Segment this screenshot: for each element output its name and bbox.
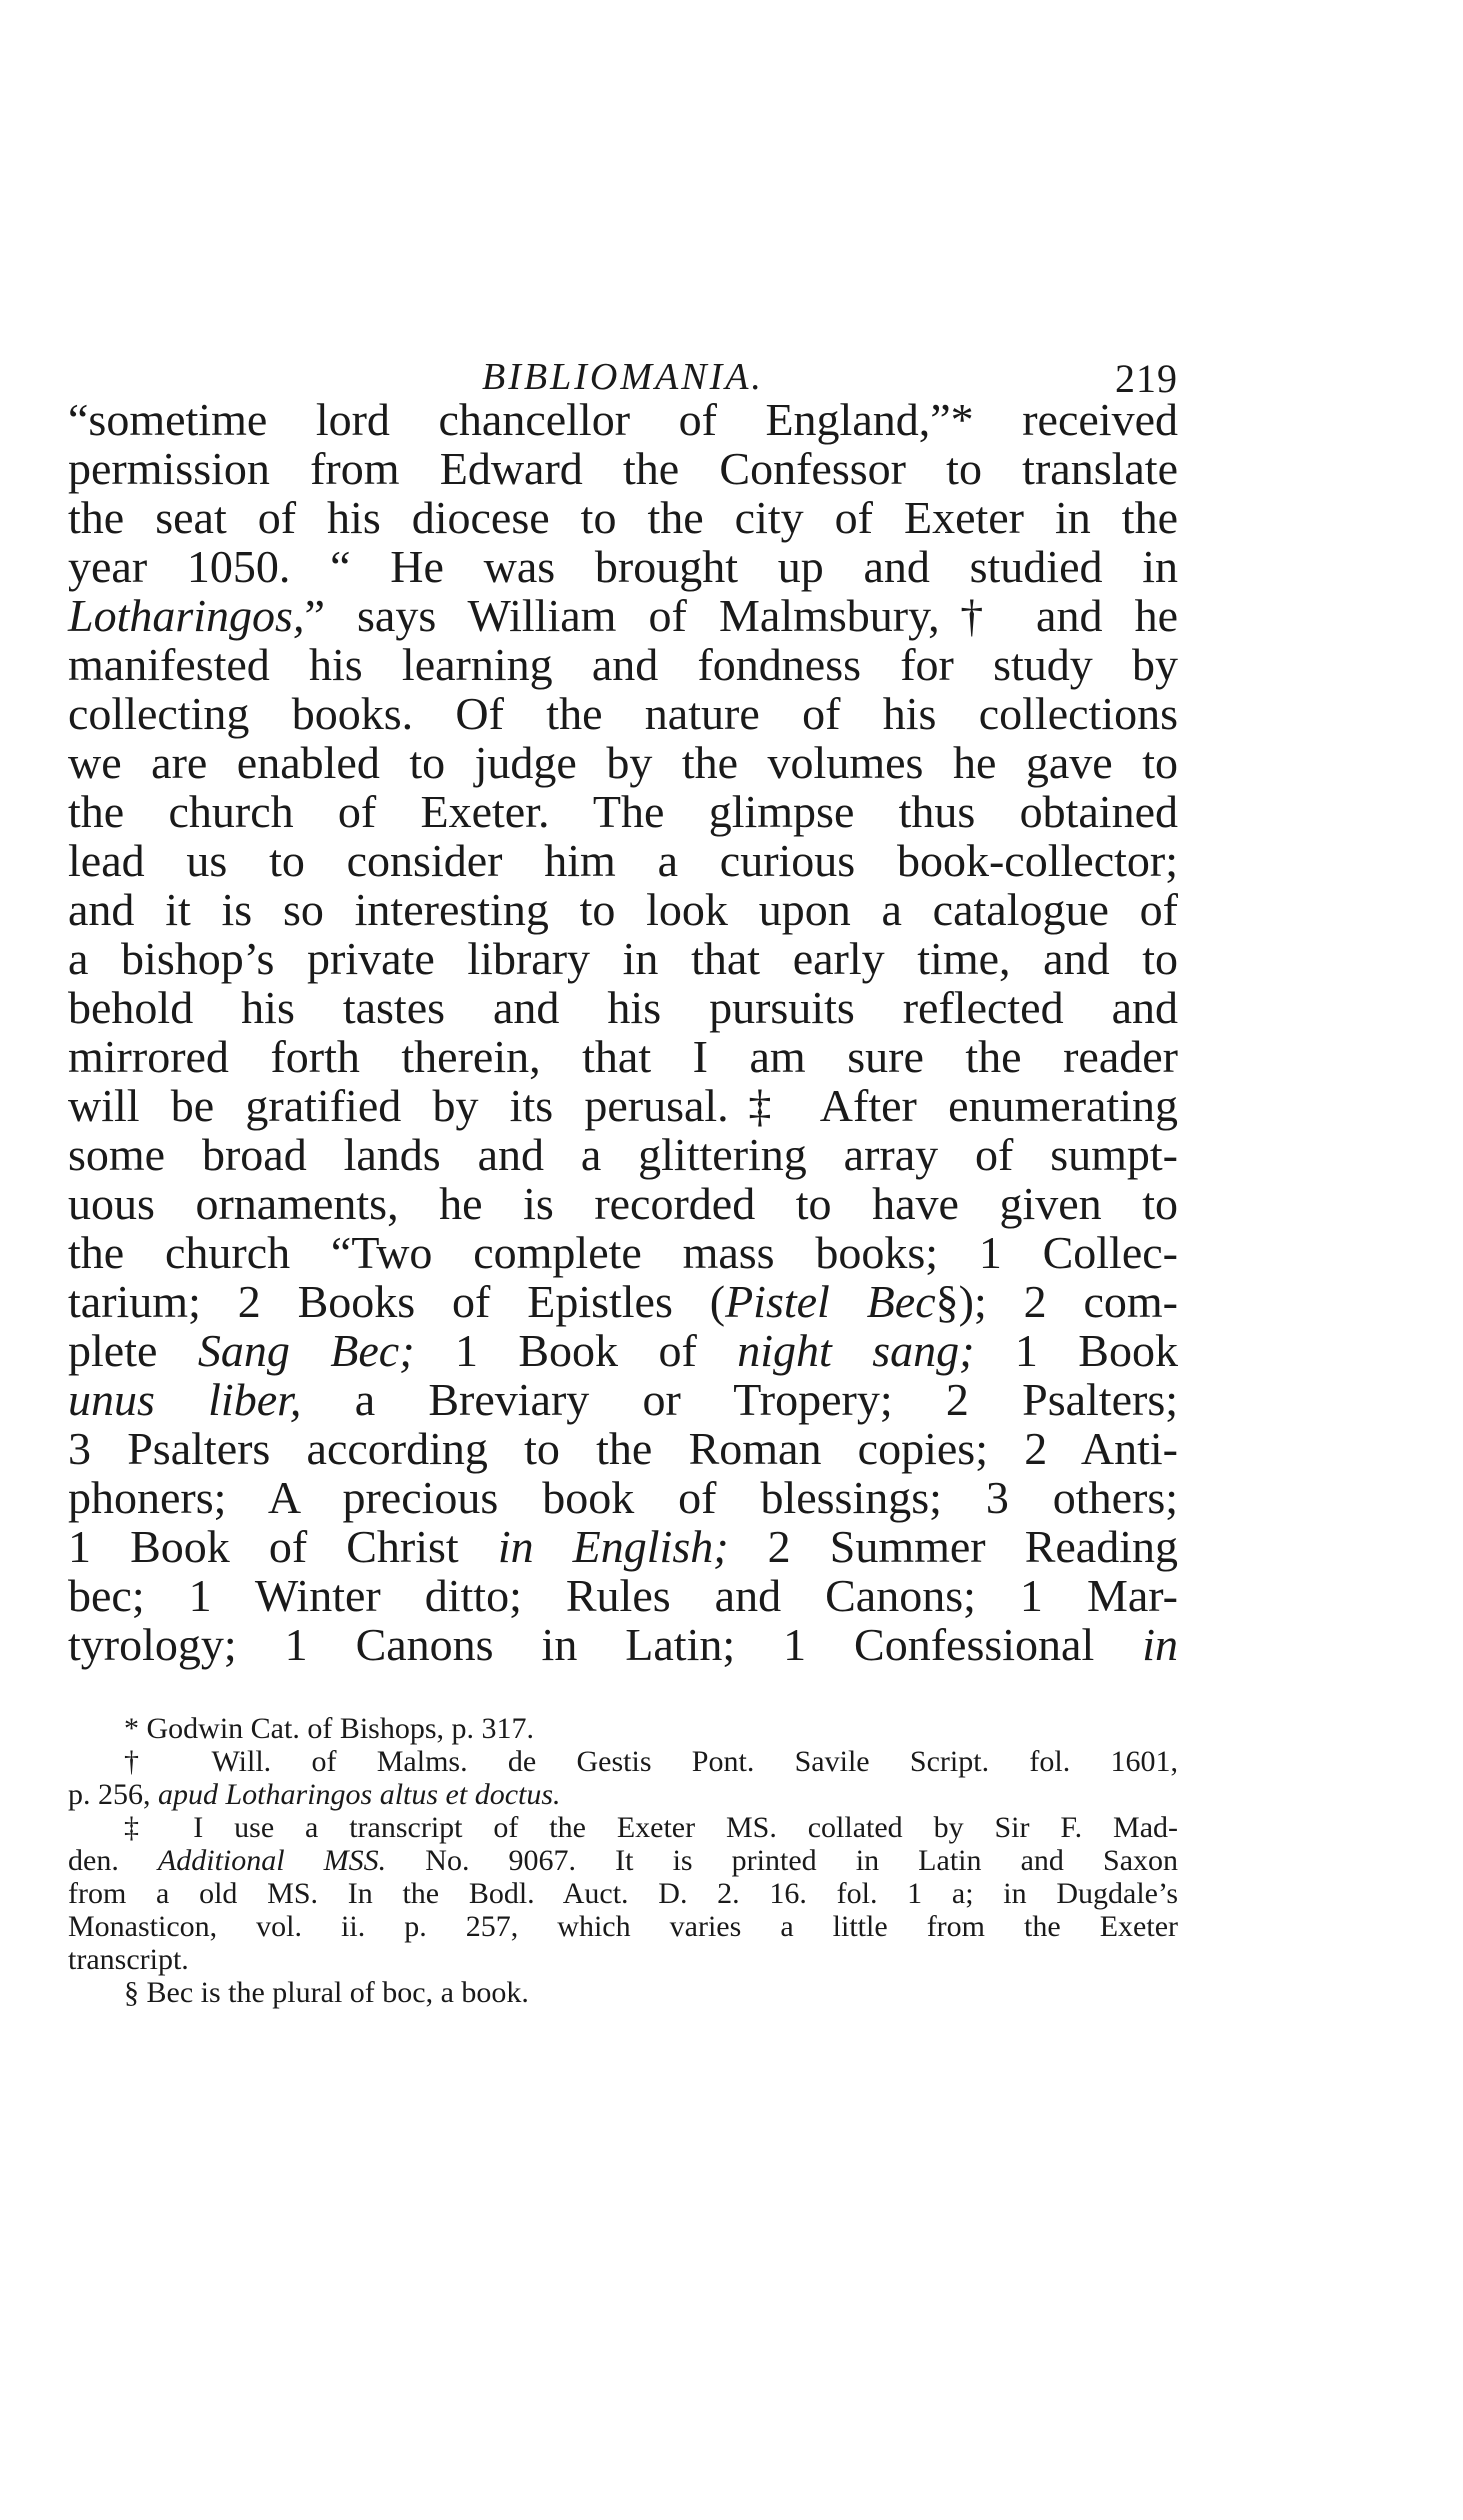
text-run: mirrored forth therein, that I am sure the reader: [68, 1031, 1178, 1082]
text-run: permission from Edward the Confessor to translate: [68, 443, 1178, 494]
text-run: bec; 1 Winter ditto; Rules and Canons; 1 Mar-: [68, 1570, 1178, 1621]
italic-text: night sang;: [737, 1325, 975, 1376]
text-run: ‡ I use a transcript of the Exeter MS. collated by Sir F. Mad-: [124, 1811, 1178, 1844]
text-run: 1 Book of Christ: [68, 1521, 498, 1572]
text-run: manifested his learning and fondness for study by: [68, 639, 1178, 690]
footnote-line: [68, 1910, 1178, 1943]
italic-text: in: [1142, 1619, 1178, 1670]
body-line: [68, 1522, 1178, 1571]
body-line: [68, 542, 1178, 591]
italic-text: unus liber,: [68, 1374, 302, 1425]
text-run: * Godwin Cat. of Bishops, p. 317.: [124, 1712, 535, 1745]
body-line: [68, 836, 1178, 885]
body-line: [68, 738, 1178, 787]
text-run: §); 2 com-: [935, 1276, 1178, 1327]
body-line: [68, 1277, 1178, 1326]
body-line: [68, 1424, 1178, 1473]
body-line: [68, 1473, 1178, 1522]
body-line: [68, 689, 1178, 738]
body-line: [68, 1375, 1178, 1424]
footnote-line: [68, 1943, 1178, 1976]
body-line: [68, 934, 1178, 983]
body-line: [68, 591, 1178, 640]
body-line: [68, 1326, 1178, 1375]
body-line: [68, 1081, 1178, 1130]
footnotes: [68, 1712, 1178, 2009]
body-text: [68, 395, 1178, 1669]
text-run: collecting books. Of the nature of his collections: [68, 688, 1178, 739]
text-run: 1 Book of: [414, 1325, 738, 1376]
text-run: “sometime lord chancellor of England,”* received: [68, 394, 1178, 445]
text-run: 1 Book: [974, 1325, 1178, 1376]
text-run: transcript.: [68, 1943, 189, 1976]
text-run: will be gratified by its perusal.‡ After enumerating: [68, 1080, 1178, 1131]
body-line: [68, 1620, 1178, 1669]
text-run: lead us to consider him a curious book-collector;: [68, 835, 1178, 886]
italic-text: apud Lotharingos altus et doctus.: [158, 1778, 561, 1811]
body-line: [68, 1228, 1178, 1277]
body-line: [68, 787, 1178, 836]
text-run: year 1050. “ He was brought up and studied in: [68, 541, 1178, 592]
text-run: some broad lands and a glittering array of sumpt-: [68, 1129, 1178, 1180]
body-line: [68, 983, 1178, 1032]
text-run: tarium; 2 Books of Epistles (: [68, 1276, 726, 1327]
text-run: phoners; A precious book of blessings; 3 others;: [68, 1472, 1178, 1523]
body-line: [68, 1130, 1178, 1179]
text-run: 3 Psalters according to the Roman copies; 2 Anti-: [68, 1423, 1178, 1474]
footnote-line: [68, 1778, 1178, 1811]
text-run: Monasticon, vol. ii. p. 257, which varies a little from the Exeter: [68, 1910, 1178, 1943]
body-line: [68, 885, 1178, 934]
text-run: p. 256,: [68, 1778, 158, 1811]
body-line: [68, 1571, 1178, 1620]
body-line: [68, 395, 1178, 444]
text-run: No. 9067. It is printed in Latin and Saxon: [386, 1844, 1179, 1877]
footnote-line: [68, 1844, 1178, 1877]
text-run: we are enabled to judge by the volumes he gave to: [68, 737, 1178, 788]
text-run: ” says William of Malmsbury,† and he: [304, 590, 1178, 641]
body-line: [68, 640, 1178, 689]
footnote-line: [68, 1976, 1178, 2009]
text-run: 2 Summer Reading: [728, 1521, 1178, 1572]
body-line: [68, 1179, 1178, 1228]
text-run: a bishop’s private library in that early time, and to: [68, 933, 1178, 984]
text-run: the seat of his diocese to the city of Exeter in the: [68, 492, 1178, 543]
footnote-line: [68, 1811, 1178, 1844]
text-run: tyrology; 1 Canons in Latin; 1 Confessional: [68, 1619, 1143, 1670]
italic-text: Lotharingos,: [68, 590, 305, 641]
body-line: [68, 444, 1178, 493]
running-title: BIBLIOMANIA.: [482, 356, 764, 398]
text-run: a Breviary or Tropery; 2 Psalters;: [301, 1374, 1178, 1425]
body-line: [68, 493, 1178, 542]
text-run: plete: [68, 1325, 198, 1376]
body-line: [68, 1032, 1178, 1081]
italic-text: Sang Bec;: [197, 1325, 415, 1376]
text-run: the church of Exeter. The glimpse thus obtained: [68, 786, 1178, 837]
italic-text: Additional MSS.: [157, 1844, 387, 1877]
italic-text: Pistel Bec: [725, 1276, 936, 1327]
page-number: 219: [1115, 356, 1178, 401]
text-run: from a old MS. In the Bodl. Auct. D. 2. 16. fol. 1 a; in Dugdale’s: [68, 1877, 1178, 1910]
footnote-line: [68, 1712, 1178, 1745]
italic-text: in English;: [497, 1521, 729, 1572]
text-run: † Will. of Malms. de Gestis Pont. Savile Script. fol. 1601,: [124, 1745, 1178, 1778]
text-run: and it is so interesting to look upon a catalogue of: [68, 884, 1178, 935]
footnote-line: [68, 1745, 1178, 1778]
text-run: uous ornaments, he is recorded to have given to: [68, 1178, 1178, 1229]
footnote-line: [68, 1877, 1178, 1910]
text-run: den.: [68, 1844, 158, 1877]
text-run: § Bec is the plural of boc, a book.: [124, 1976, 529, 2009]
text-run: the church “Two complete mass books; 1 Collec-: [68, 1227, 1178, 1278]
text-run: behold his tastes and his pursuits reflected and: [68, 982, 1178, 1033]
